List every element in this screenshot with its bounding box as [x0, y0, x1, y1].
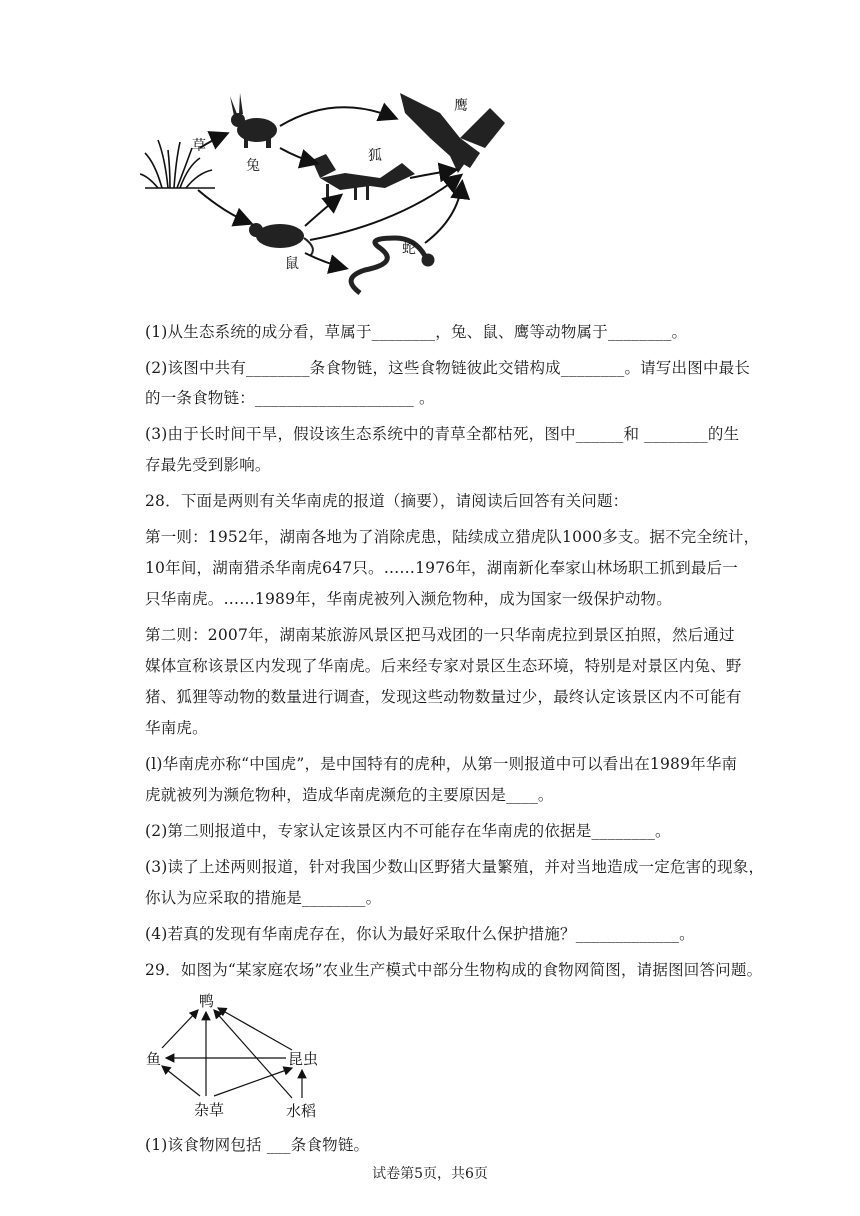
- q28-sub3-line1: (3)读了上述两则报道，针对我国少数山区野猪大量繁殖，并对当地造成一定危害的现象，: [145, 858, 765, 876]
- arrow-rice-duck: [214, 1010, 292, 1098]
- mouse-illustration: [249, 223, 313, 256]
- arrow-snake-eagle: [425, 183, 462, 243]
- arrow-weed-insect: [214, 1068, 292, 1096]
- q28-sub1-line1: (l)华南虎亦称“中国虎”，是中国特有的虎种，从第一则报道中可以看出在1989年华南: [145, 755, 738, 773]
- q28-sub2: (2)第二则报道中，专家认定该景区内不可能存在华南虎的依据是________。: [145, 822, 671, 840]
- arrow-rabbit-eagle: [280, 107, 395, 126]
- farm-food-web-figure: [140, 988, 340, 1123]
- q28-report1-line3: 只华南虎。……1989年，华南虎被列入濒危物种，成为国家一级保护动物。: [145, 590, 672, 608]
- label-grass: 草: [192, 138, 206, 154]
- q28-report2-line3: 猪、狐狸等动物的数量进行调查，发现这些动物数量过少，最终认定该景区内不可能有: [145, 688, 742, 706]
- eagle-illustration: [400, 93, 505, 173]
- label-eagle: 鹰: [454, 98, 468, 114]
- q28-title: 28．下面是两则有关华南虎的报道（摘要），请阅读后回答有关问题：: [145, 492, 629, 510]
- arrow-fox-eagle: [410, 170, 455, 178]
- label-rice: 水稻: [286, 1102, 317, 1120]
- q28-report1-line2: 10年间，湖南猎杀华南虎647只。……1976年，湖南新化奉家山林场职工抓到最后一: [145, 559, 738, 577]
- q27-sub3-line1: (3)由于长时间干旱，假设该生态系统中的青草全都枯死，图中______和 ________的生: [145, 425, 740, 443]
- label-fish: 鱼: [146, 1050, 162, 1068]
- arrow-rabbit-fox: [280, 148, 316, 163]
- q28-sub4: (4)若真的发现有华南虎存在，你认为最好采取什么保护措施？_____________。: [145, 925, 695, 943]
- rabbit-illustration: [230, 93, 277, 148]
- fox-illustration: [312, 154, 415, 200]
- food-web-figure: [140, 78, 520, 308]
- q27-sub3-line2: 存最先受到影响。: [145, 456, 271, 474]
- label-weed: 杂草: [194, 1101, 225, 1119]
- arrow-weed-fish: [162, 1066, 200, 1096]
- q28-sub3-line2: 你认为应采取的措施是________。: [145, 889, 382, 907]
- arrow-fish-duck: [162, 1010, 198, 1048]
- q28-report2-line4: 华南虎。: [145, 719, 208, 737]
- label-mouse: 鼠: [285, 256, 299, 272]
- label-duck: 鸭: [199, 992, 215, 1010]
- q28-sub1-line2: 虎就被列为濒危物种，造成华南虎濒危的主要原因是____。: [145, 786, 554, 804]
- arrow-mouse-fox: [305, 196, 340, 226]
- snake-illustration: [351, 238, 432, 293]
- label-rabbit: 兔: [246, 158, 260, 174]
- q29-sub1: (1)该食物网包括 ___条食物链。: [145, 1136, 370, 1154]
- q27-sub1: (1)从生态系统的成分看，草属于________，兔、鼠、鹰等动物属于________。: [145, 323, 688, 341]
- page-footer: 试卷第5页，共6页: [372, 1166, 488, 1182]
- label-snake: 蛇: [402, 241, 416, 257]
- q28-report1-line1: 第一则：1952年，湖南各地为了消除虎患，陆续成立猎虎队1000多支。据不完全统计，: [145, 528, 760, 546]
- label-insect: 昆虫: [288, 1050, 319, 1068]
- q28-report2-line1: 第二则：2007年，湖南某旅游风景区把马戏团的一只华南虎拉到景区拍照，然后通过: [145, 626, 735, 644]
- q28-report2-line2: 媒体宣称该景区内发现了华南虎。后来经专家对景区生态环境，特别是对景区内兔、野: [145, 657, 742, 675]
- q29-title: 29．如图为“某家庭农场”农业生产模式中部分生物构成的食物网简图，请据图回答问题。: [145, 961, 763, 979]
- arrow-grass-mouse: [198, 190, 250, 223]
- arrow-mouse-snake: [305, 253, 345, 268]
- label-fox: 狐: [368, 148, 382, 164]
- q27-sub2-line1: (2)该图中共有________条食物链，这些食物链彼此交错构成________。请写出图中最长: [145, 359, 751, 377]
- q27-sub2-line2: 的一条食物链：____________________ 。: [145, 389, 435, 407]
- arrow-insect-duck: [218, 1008, 292, 1050]
